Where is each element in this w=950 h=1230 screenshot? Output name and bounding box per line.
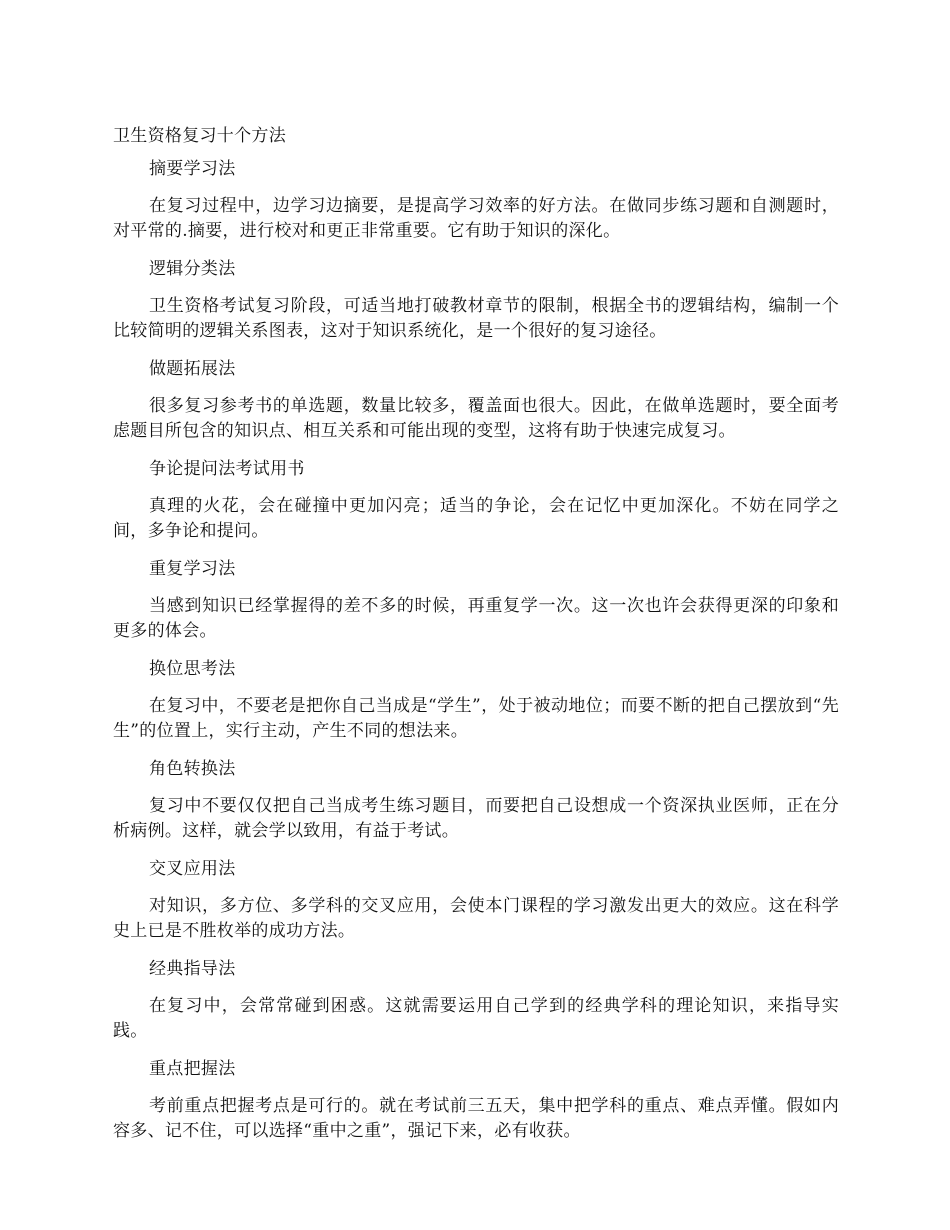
- document-title: 卫生资格复习十个方法: [113, 126, 286, 146]
- section-heading: 争论提问法考试用书: [149, 459, 305, 479]
- section-body: 在复习中，不要老是把你自己当成是“学生”，处于被动地位；而要不断的把自己摆放到“先生”的位置上，实行主动，产生不同的想法来。: [113, 696, 839, 741]
- section-role-switch-method: [113, 755, 839, 844]
- section-heading: 换位思考法: [149, 659, 236, 679]
- section-body: 真理的火花，会在碰撞中更加闪亮；适当的争论，会在记忆中更加深化。不妨在同学之间，多争论和提问。: [113, 496, 839, 541]
- section-body: 卫生资格考试复习阶段，可适当地打破教材章节的限制，根据全书的逻辑结构，编制一个比较简明的逻辑关系图表，这对于知识系统化，是一个很好的复习途径。: [113, 296, 839, 341]
- section-heading: 做题拓展法: [149, 359, 236, 379]
- section-body: 当感到知识已经掌握得的差不多的时候，再重复学一次。这一次也许会获得更深的印象和更多的体会。: [113, 596, 839, 641]
- section-summary-method: [113, 155, 839, 244]
- section-perspective-switch-method: [113, 655, 839, 744]
- section-logic-classification-method: [113, 255, 839, 344]
- section-repetition-method: [113, 555, 839, 644]
- section-cross-application-method: [113, 855, 839, 944]
- section-debate-question-method: [113, 455, 839, 544]
- section-heading: 摘要学习法: [149, 159, 236, 179]
- section-heading: 经典指导法: [149, 959, 236, 979]
- section-body: 在复习中，会常常碰到困惑。这就需要运用自己学到的经典学科的理论知识，来指导实践。: [113, 996, 839, 1041]
- section-heading: 逻辑分类法: [149, 259, 236, 279]
- section-body: 在复习过程中，边学习边摘要，是提高学习效率的好方法。在做同步练习题和自测题时，对平常的.摘要，进行校对和更正非常重要。它有助于知识的深化。: [113, 196, 839, 241]
- section-body: 很多复习参考书的单选题，数量比较多，覆盖面也很大。因此，在做单选题时，要全面考虑题目所包含的知识点、相互关系和可能出现的变型，这将有助于快速完成复习。: [113, 396, 839, 441]
- section-body: 复习中不要仅仅把自己当成考生练习题目，而要把自己设想成一个资深执业医师，正在分析病例。这样，就会学以致用，有益于考试。: [113, 796, 839, 841]
- section-heading: 角色转换法: [149, 759, 236, 779]
- section-body: 对知识，多方位、多学科的交叉应用，会使本门课程的学习激发出更大的效应。这在科学史上已是不胜枚举的成功方法。: [113, 896, 839, 941]
- section-heading: 重复学习法: [149, 559, 236, 579]
- section-heading: 交叉应用法: [149, 859, 236, 879]
- section-body: 考前重点把握考点是可行的。就在考试前三五天，集中把学科的重点、难点弄懂。假如内容多、记不住，可以选择“重中之重”，强记下来，必有收获。: [113, 1096, 839, 1141]
- section-heading: 重点把握法: [149, 1059, 236, 1079]
- section-practice-expansion-method: [113, 355, 839, 444]
- section-key-points-method: [113, 1055, 839, 1144]
- document-page: [113, 122, 839, 1155]
- section-classic-guidance-method: [113, 955, 839, 1044]
